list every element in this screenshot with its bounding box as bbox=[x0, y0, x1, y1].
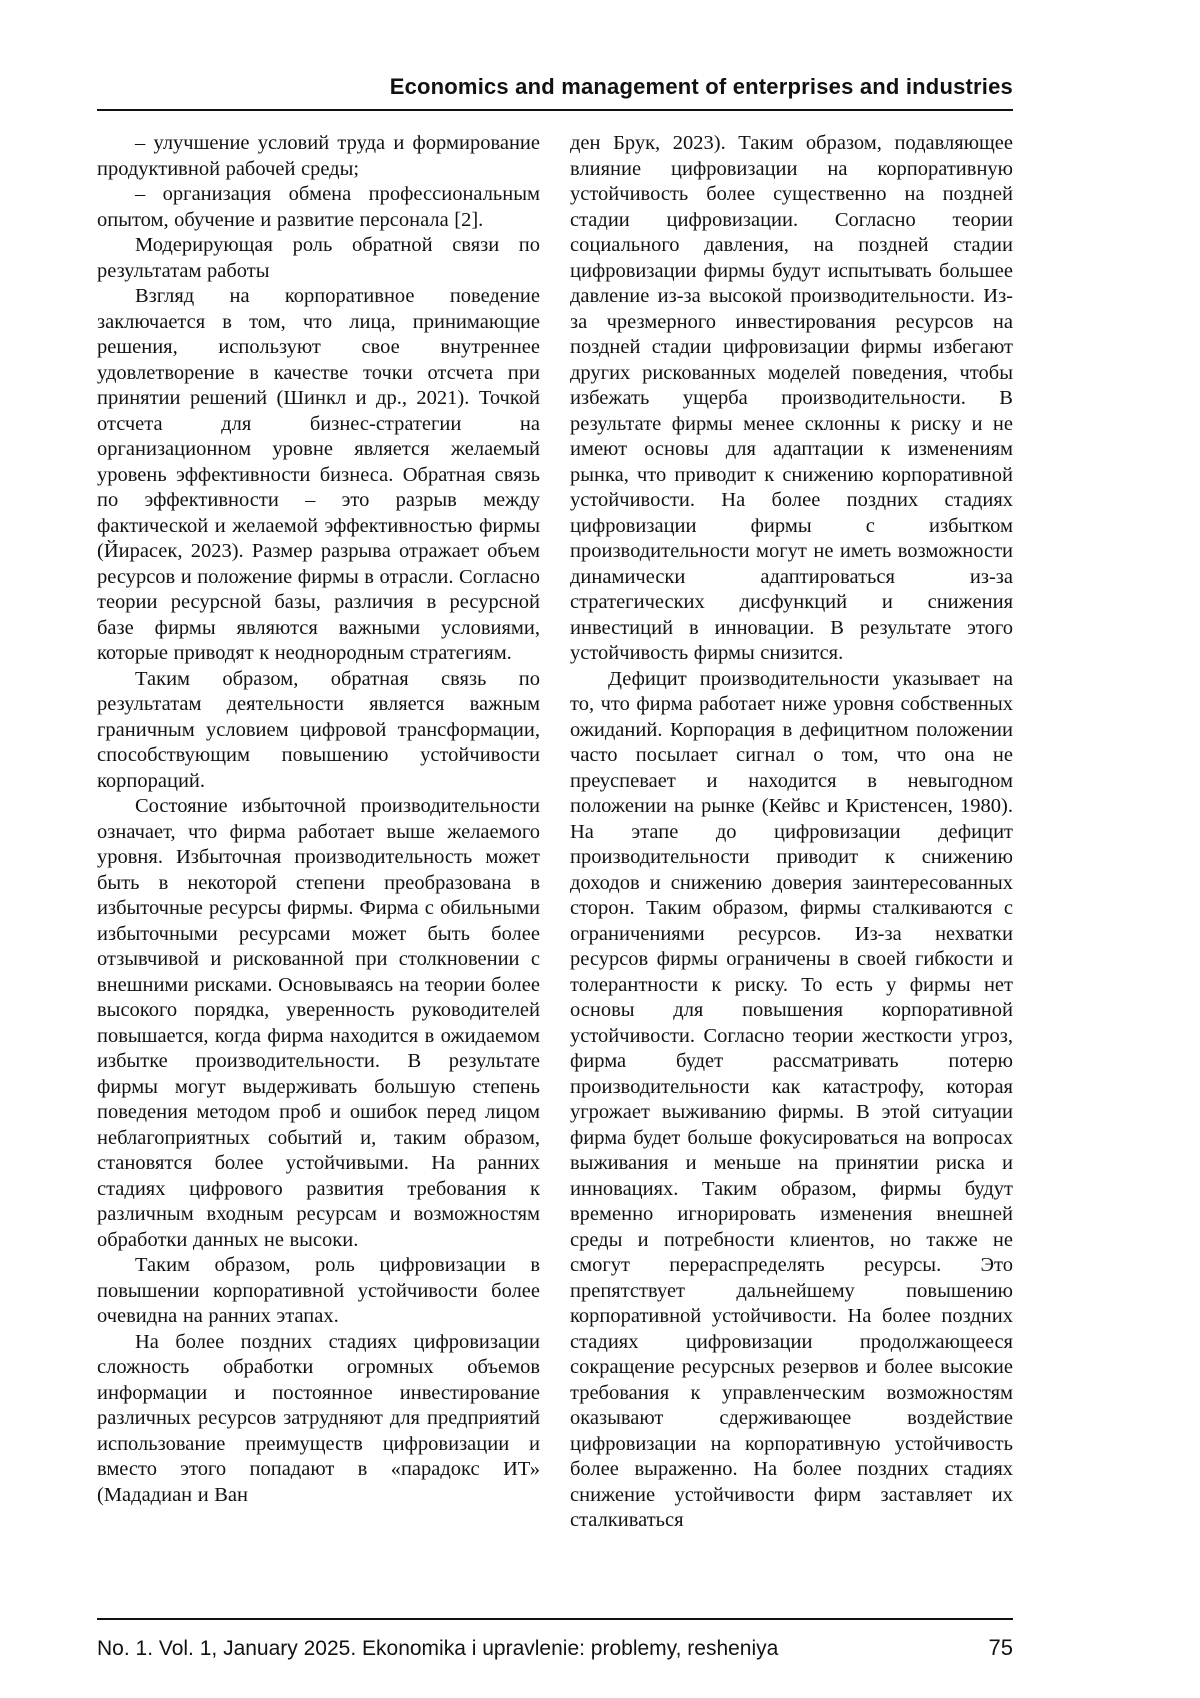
paragraph: На более поздних стадиях цифровизации сложность обработки огромных объемов информации и постоянное инвестирование различных ресурсов затрудняют для предприятий использование преимуществ цифровизации и вместо этого попадают в «парадокс ИТ» (Мададиан и Ван bbox=[97, 1330, 540, 1506]
page-header bbox=[97, 74, 1013, 111]
paragraph: Таким образом, обратная связь по результатам деятельности является важным граничным условием цифровой трансформации, способствующим повышению устойчивости корпораций. bbox=[97, 667, 540, 792]
subheading: Модерирующая роль обратной связи по результатам работы bbox=[97, 234, 540, 282]
list-item-paragraph: – улучшение условий труда и формирование продуктивной рабочей среды; bbox=[97, 132, 540, 180]
article-body bbox=[97, 131, 1013, 1534]
paragraph-continuation: ден Брук, 2023). Таким образом, подавляющее влияние цифровизации на корпоративную устойчивость более существенно на поздней стадии цифровизации. Согласно теории социального давления, на поздней стадии цифровизации фирмы будут испытывать большее давление из-за высокой производительности. Из-за чрезмерного инвестирования ресурсов на поздней стадии цифровизации фирмы избегают других рискованных моделей поведения, чтобы избежать ущерба производительности. В результате фирмы менее склонны к риску и не имеют основы для адаптации к изменениям рынка, что приводит к снижению корпоративной устойчивости. На более поздних стадиях цифровизации фирмы с избытком производительности могут не иметь возможности динамически адаптироваться из-за стратегических дисфункций и снижения инвестиций в инновации. В результате этого устойчивость фирмы снизится. bbox=[570, 132, 1013, 664]
right-column bbox=[570, 131, 1013, 1534]
paragraph: Дефицит производительности указывает на то, что фирма работает ниже уровня собственных ожиданий. Корпорация в дефицитном положении часто посылает сигнал о том, что она не преуспевает и находится в невыгодном положении на рынке (Кейвс и Кристенсен, 1980). На этапе до цифровизации дефицит производительности приводит к снижению доходов и снижению доверия заинтересованных сторон. Таким образом, фирмы сталкиваются с ограничениями ресурсов. Из-за нехватки ресурсов фирмы ограничены в своей гибкости и толерантности к риску. То есть у фирмы нет основы для повышения корпоративной устойчивости. Согласно теории жесткости угроз, фирма будет рассматривать потерю производительности как катастрофу, которая угрожает выживанию фирмы. В этой ситуации фирма будет больше фокусироваться на вопросах выживания и меньше на принятии риска и инновациях. Таким образом, фирмы будут временно игнорировать изменения внешней среды и потребности клиентов, но также не смогут перераспределять ресурсы. Это препятствует дальнейшему повышению корпоративной устойчивости. На более поздних стадиях цифровизации продолжающееся сокращение ресурсных резервов и более высокие требования к управленческим возможностям оказывают сдерживающее воздействие цифровизации на корпоративную устойчивость более выраженно. На более поздних стадиях снижение устойчивости фирм заставляет их сталкиваться bbox=[570, 667, 1013, 1531]
running-head-title: Economics and management of enterprises and industries bbox=[389, 74, 1013, 99]
paragraph: Таким образом, роль цифровизации в повышении корпоративной устойчивости более очевидна на ранних этапах. bbox=[97, 1254, 540, 1327]
paragraph: Взгляд на корпоративное поведение заключается в том, что лица, принимающие решения, используют свое внутреннее удовлетворение в качестве точки отсчета при принятии решений (Шинкл и др., 2021). Точкой отсчета для бизнес-стратегии на организационном уровне является желаемый уровень эффективности бизнеса. Обратная связь по эффективности – это разрыв между фактической и желаемой эффективностью фирмы (Йирасек, 2023). Размер разрыва отражает объем ресурсов и положение фирмы в отрасли. Согласно теории ресурсной базы, различия в ресурсной базе фирмы являются важными условиями, которые приводят к неоднородным стратегиям. bbox=[97, 285, 540, 664]
left-column bbox=[97, 131, 540, 1534]
paragraph: Состояние избыточной производительности означает, что фирма работает выше желаемого уровня. Избыточная производительность может быть в некоторой степени преобразована в избыточные ресурсы фирмы. Фирма с обильными избыточными ресурсами может быть более отзывчивой и рискованной при столкновении с внешними рисками. Основываясь на теории более высокого порядка, уверенность руководителей повышается, когда фирма находится в ожидаемом избытке производительности. В результате фирмы могут выдерживать большую степень поведения методом проб и ошибок перед лицом неблагоприятных событий и, таким образом, становятся более устойчивыми. На ранних стадиях цифрового развития требования к различным входным ресурсам и возможностям обработки данных не высоки. bbox=[97, 795, 540, 1251]
page-number: 75 bbox=[988, 1635, 1013, 1660]
list-item-paragraph: – организация обмена профессиональным опытом, обучение и развитие персонала [2]. bbox=[97, 183, 540, 231]
footer-journal-info: No. 1. Vol. 1, January 2025. Ekonomika i upravlenie: problemy, resheniya bbox=[97, 1637, 779, 1660]
page-footer bbox=[97, 1618, 1013, 1661]
